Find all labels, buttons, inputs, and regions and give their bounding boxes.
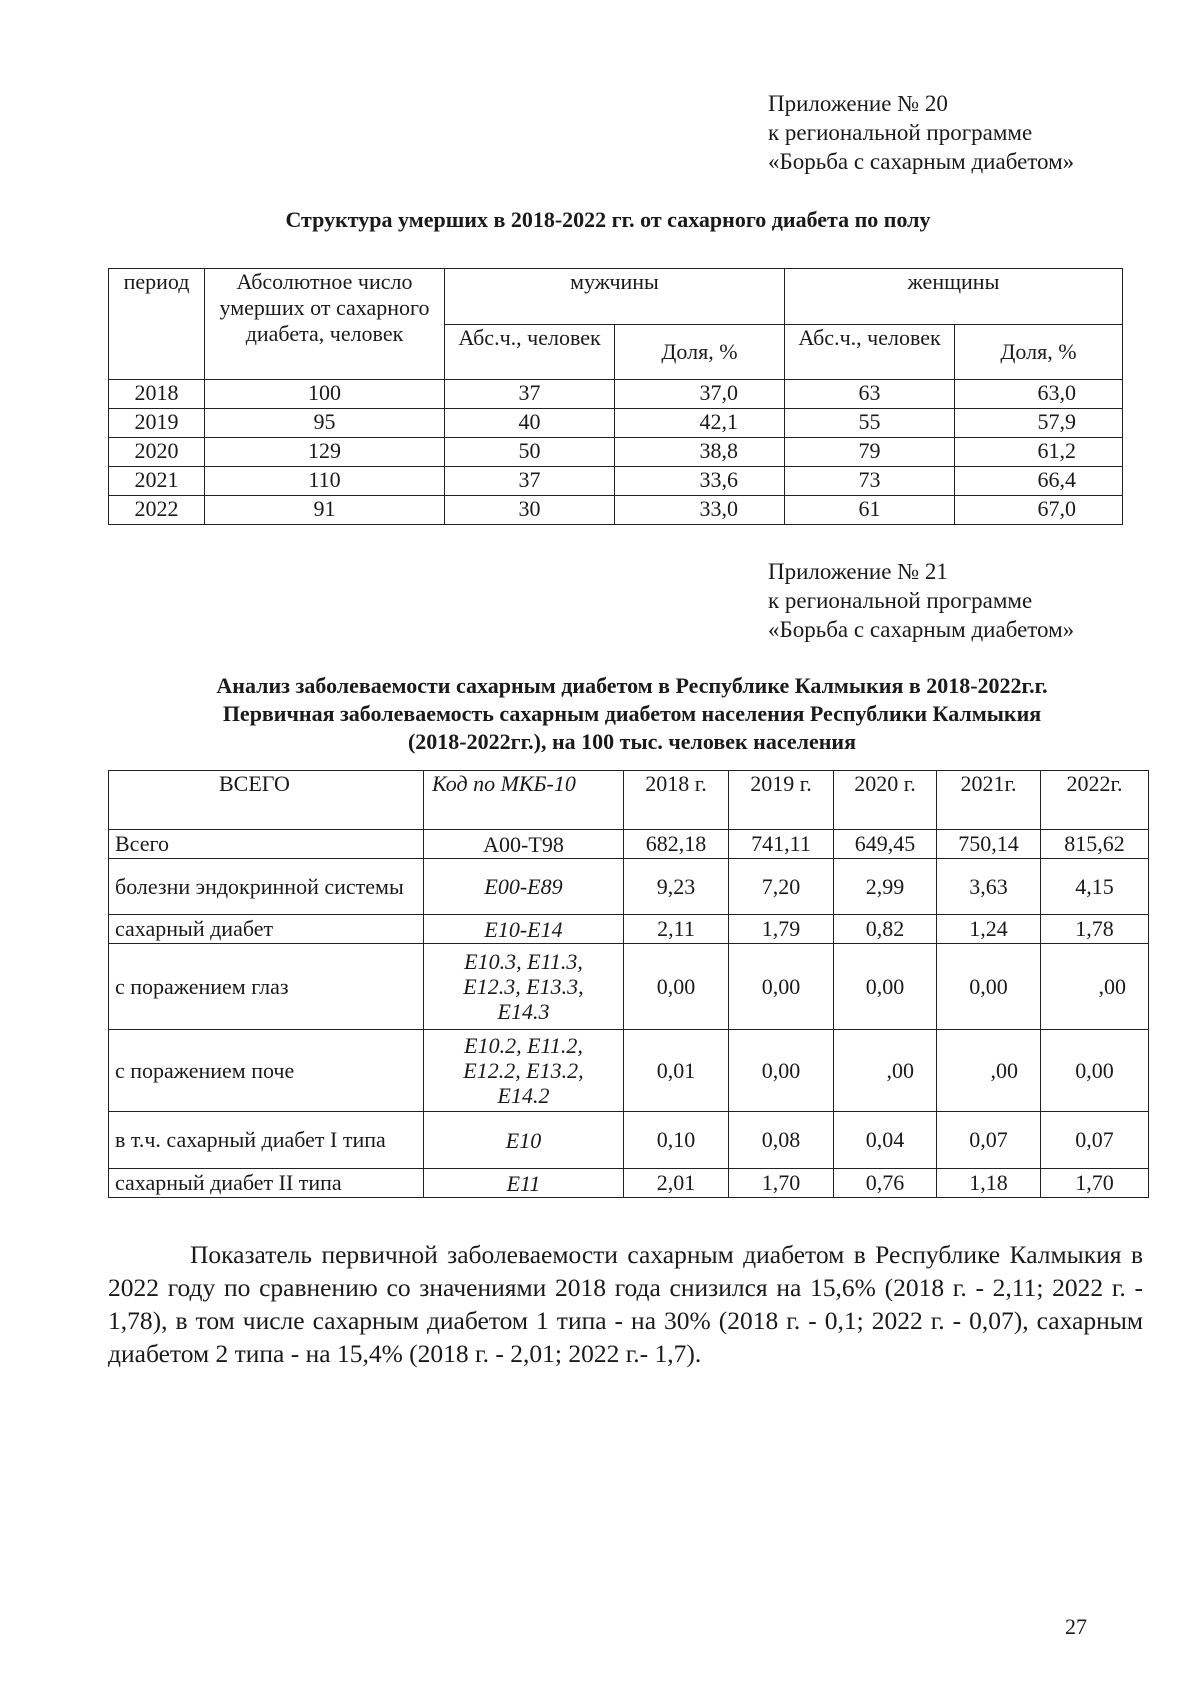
table-row [109,1112,1149,1169]
cell-men-abs: 37 [445,380,615,409]
incidence-table [108,770,1149,1198]
header-year-2019: 2019 г. [729,771,834,830]
cell-2020: 0,82 [834,915,937,944]
table-row [109,467,1123,496]
cell-women-abs: 79 [785,438,955,467]
cell-men-share: 38,8 [615,438,785,467]
table-row [109,380,1123,409]
cell-2018: 2,11 [624,915,729,944]
table2-title-line-3: (2018-2022гг.), на 100 тыс. человек населения [407,729,857,754]
table2-title-line-2: Первичная заболеваемость сахарным диабетом населения Республики Калмыкия [222,701,1042,726]
cell-men-share: 33,6 [615,467,785,496]
cell-code: E11 [424,1169,624,1198]
cell-2021: 1,18 [937,1169,1041,1198]
header-period: период [109,269,205,380]
cell-2019: 1,70 [729,1169,834,1198]
cell-2022: ,00 [1041,944,1149,1030]
cell-name: в т.ч. сахарный диабет I типа [109,1112,424,1169]
cell-men-abs: 50 [445,438,615,467]
header-women-abs: Абс.ч., человек [785,325,955,380]
cell-2020: 649,45 [834,830,937,859]
cell-women-abs: 55 [785,409,955,438]
header-year-2018: 2018 г. [624,771,729,830]
cell-name: болезни эндокринной системы [109,859,424,915]
cell-2021: 750,14 [937,830,1041,859]
table-row [109,1169,1149,1198]
cell-2020: 2,99 [834,859,937,915]
cell-2019: 1,79 [729,915,834,944]
cell-women-share: 66,4 [955,467,1123,496]
cell-name: Всего [109,830,424,859]
appendix-20-header [768,89,1074,176]
cell-2022: 815,62 [1041,830,1149,859]
cell-total: 95 [205,409,445,438]
cell-total: 110 [205,467,445,496]
header-men-abs: Абс.ч., человек [445,325,615,380]
cell-2022: 4,15 [1041,859,1149,915]
cell-2018: 682,18 [624,830,729,859]
header-year-2021: 2021г. [937,771,1041,830]
cell-total: 100 [205,380,445,409]
cell-women-abs: 63 [785,380,955,409]
cell-name: с поражением глаз [109,944,424,1030]
cell-2018: 2,01 [624,1169,729,1198]
cell-2021: ,00 [937,1030,1041,1112]
cell-2019: 0,08 [729,1112,834,1169]
cell-2018: 0,01 [624,1030,729,1112]
cell-name: с поражением поче [109,1030,424,1112]
deaths-by-sex-table [108,268,1123,525]
cell-2021: 0,00 [937,944,1041,1030]
cell-2022: 1,70 [1041,1169,1149,1198]
cell-women-share: 67,0 [955,496,1123,525]
appendix-20-program-name: «Борьба с сахарным диабетом» [768,149,1075,174]
cell-men-abs: 37 [445,467,615,496]
header-icd-code: Код по МКБ-10 [424,771,624,830]
cell-2020: 0,00 [834,944,937,1030]
cell-women-share: 57,9 [955,409,1123,438]
table-row [109,1030,1149,1112]
cell-code: E10-E14 [424,915,624,944]
cell-2019: 7,20 [729,859,834,915]
header-women: женщины [785,269,1123,325]
cell-2018: 0,00 [624,944,729,1030]
header-men-share: Доля, % [615,325,785,380]
cell-2018: 0,10 [624,1112,729,1169]
cell-2019: 0,00 [729,1030,834,1112]
cell-code: A00-T98 [424,830,624,859]
cell-2021: 0,07 [937,1112,1041,1169]
cell-period: 2020 [109,438,205,467]
cell-2021: 1,24 [937,915,1041,944]
cell-name: сахарный диабет II типа [109,1169,424,1198]
table1-title: Структура умерших в 2018-2022 гг. от сахарного диабета по полу [285,207,931,232]
cell-2021: 3,63 [937,859,1041,915]
table-row [109,496,1123,525]
cell-2020: ,00 [834,1030,937,1112]
page-number: 27 [1065,1614,1087,1639]
cell-women-abs: 61 [785,496,955,525]
cell-period: 2022 [109,496,205,525]
cell-men-share: 37,0 [615,380,785,409]
header-men: мужчины [445,269,785,325]
cell-period: 2018 [109,380,205,409]
header-absolute-deaths: Абсолютное число умерших от сахарного диабета, человек [205,269,445,380]
cell-period: 2021 [109,467,205,496]
header-year-2020: 2020 г. [834,771,937,830]
appendix-21-program: к региональной программе [768,588,1033,613]
appendix-21-number: Приложение № 21 [768,559,948,584]
cell-period: 2019 [109,409,205,438]
header-year-2022: 2022г. [1041,771,1149,830]
appendix-21-program-name: «Борьба с сахарным диабетом» [768,617,1075,642]
cell-2020: 0,76 [834,1169,937,1198]
appendix-21-header [768,557,1074,644]
cell-code: E10.2, E11.2, E12.2, E13.2, E14.2 [424,1030,624,1112]
cell-women-share: 61,2 [955,438,1123,467]
cell-men-share: 33,0 [615,496,785,525]
header-women-share: Доля, % [955,325,1123,380]
cell-name: сахарный диабет [109,915,424,944]
table2-title [108,672,1156,756]
table-row [109,409,1123,438]
appendix-20-program: к региональной программе [768,120,1033,145]
cell-code: E10.3, E11.3, E12.3, E13.3, E14.3 [424,944,624,1030]
cell-code: E10 [424,1112,624,1169]
cell-men-share: 42,1 [615,409,785,438]
cell-women-share: 63,0 [955,380,1123,409]
cell-total: 129 [205,438,445,467]
cell-total: 91 [205,496,445,525]
summary-paragraph: Показатель первичной заболеваемости сахарным диабетом в Республике Калмыкия в 2022 году по сравнению со значениями 2018 года снизился на 15,6% (2018 г. - 2,11; 2022 г. - 1,78), в том числе сахарным диабетом 1 типа - на 30% (2018 г. - 0,1; 2022 г. - 0,07), сахарным диабетом 2 типа - на 15,4% (2018 г. - 2,01; 2022 г.- 1,7). [108,1240,1143,1368]
cell-2019: 0,00 [729,944,834,1030]
header-total: ВСЕГО [109,771,424,830]
cell-code: E00-E89 [424,859,624,915]
table-row [109,438,1123,467]
cell-men-abs: 30 [445,496,615,525]
table-row [109,859,1149,915]
cell-2020: 0,04 [834,1112,937,1169]
appendix-20-number: Приложение № 20 [768,91,948,116]
cell-men-abs: 40 [445,409,615,438]
table-row [109,830,1149,859]
table-row [109,915,1149,944]
cell-2022: 0,07 [1041,1112,1149,1169]
cell-women-abs: 73 [785,467,955,496]
cell-2019: 741,11 [729,830,834,859]
cell-2022: 1,78 [1041,915,1149,944]
cell-2022: 0,00 [1041,1030,1149,1112]
cell-2018: 9,23 [624,859,729,915]
table-row [109,944,1149,1030]
table2-title-line-1: Анализ заболеваемости сахарным диабетом в Республике Калмыкия в 2018-2022г.г. [216,673,1048,698]
